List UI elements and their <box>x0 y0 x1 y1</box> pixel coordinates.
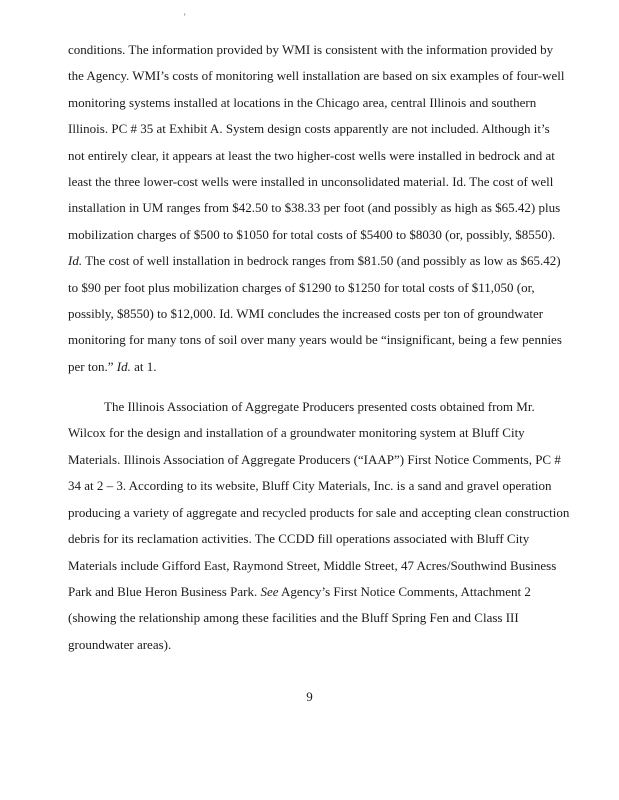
text-line: the Agency. WMI’s costs of monitoring well installation are based on six examples of four-well <box>68 68 565 83</box>
text-line: Materials. Illinois Association of Aggregate Producers (“IAAP”) First Notice Comments, PC # <box>68 452 561 467</box>
text-line <box>68 253 561 269</box>
text-line: monitoring systems installed at locations in the Chicago area, central Illinois and southern <box>68 95 537 110</box>
text-segment: Park and Blue Heron Business Park. <box>68 584 261 599</box>
text-line: (showing the relationship among these facilities and the Bluff Spring Fen and Class III <box>68 610 519 625</box>
text-segment: Agency’s First Notice Comments, Attachment 2 <box>278 584 531 599</box>
text-line: producing a variety of aggregate and recycled products for sale and accepting clean construction <box>68 505 570 520</box>
text-line: groundwater areas). <box>68 637 172 652</box>
text-line: installation in UM ranges from $42.50 to $38.33 per foot (and possibly as high as $65.42) plus <box>68 200 561 215</box>
text-line: 34 at 2 – 3. According to its website, Bluff City Materials, Inc. is a sand and gravel operation <box>68 478 552 493</box>
citation-italic: Id. <box>116 359 131 374</box>
text-line <box>68 359 156 375</box>
text-line: Illinois. PC # 35 at Exhibit A. System design costs apparently are not included. Although it’s <box>68 121 550 136</box>
citation-italic: Id. <box>68 253 83 268</box>
text-line: monitoring for many tons of soil over many years would be “insignificant, being a few pennies <box>68 332 562 347</box>
text-line: Wilcox for the design and installation of a groundwater monitoring system at Bluff City <box>68 425 525 440</box>
text-segment: per ton.” <box>68 359 117 374</box>
text-segment: at 1. <box>130 359 157 374</box>
text-line: The Illinois Association of Aggregate Producers presented costs obtained from Mr. <box>104 399 535 414</box>
signal-italic: See <box>260 584 279 599</box>
text-line: not entirely clear, it appears at least the two higher-cost wells were installed in bedrock and at <box>68 148 555 163</box>
text-line: mobilization charges of $500 to $1050 for total costs of $5400 to $8030 (or, possibly, $8550). <box>68 227 556 242</box>
text-line: to $90 per foot plus mobilization charges of $1290 to $1250 for total costs of $11,050 (or, <box>68 280 535 295</box>
scan-mark: ' <box>184 12 186 22</box>
text-segment: The cost of well installation in bedrock ranges from $81.50 (and possibly as low as $65.42) <box>82 253 561 268</box>
text-line: least the three lower-cost wells were installed in unconsolidated material. Id. The cost of well <box>68 174 554 189</box>
text-line: possibly, $8550) to $12,000. Id. WMI concludes the increased costs per ton of groundwater <box>68 306 544 321</box>
text-line: Materials include Gifford East, Raymond Street, Middle Street, 47 Acres/Southwind Business <box>68 558 557 573</box>
page-number: 9 <box>306 689 313 704</box>
text-line: conditions. The information provided by WMI is consistent with the information provided by <box>68 42 554 57</box>
text-line <box>68 584 531 600</box>
text-line: debris for its reclamation activities. The CCDD fill operations associated with Bluff City <box>68 531 530 546</box>
